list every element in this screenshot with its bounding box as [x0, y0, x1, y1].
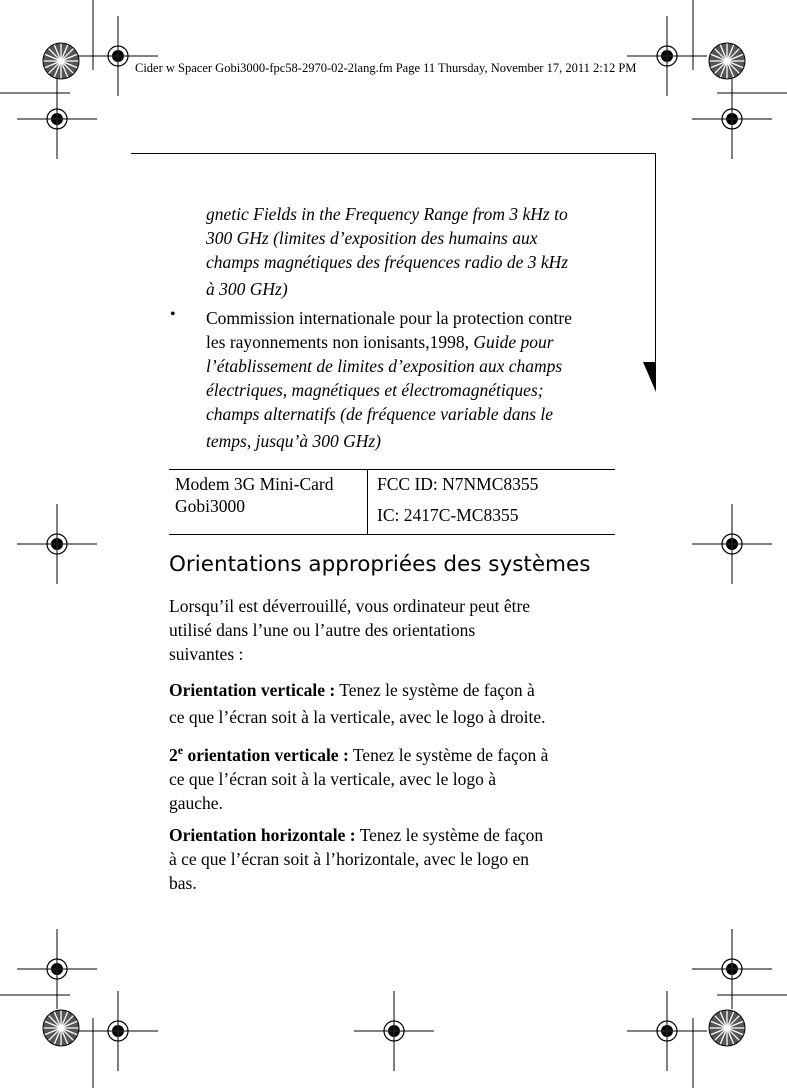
bullet-continuation-line: gnetic Fields in the Frequency Range from 3 kHz to — [206, 204, 568, 224]
orientation-line — [169, 823, 543, 847]
orientation-label-number: 2 — [169, 744, 178, 765]
orientation-item — [169, 738, 548, 815]
bullet-continuation-line: champs magnétiques des fréquences radio de 3 kHz — [206, 252, 569, 272]
bullet-symbol: • — [170, 306, 176, 323]
orientation-label-superscript: e — [177, 743, 184, 757]
table-bottom-rule — [169, 534, 615, 535]
section-heading: Orientations appropriées des systèmes — [169, 552, 591, 577]
orientation-text: Tenez le système de façon à — [335, 680, 535, 700]
orientation-line: ce que l’écran soit à la verticale, avec le logo à droite. — [169, 707, 546, 727]
orientation-line: à ce que l’écran soit à l’horizontale, avec le logo en — [169, 849, 530, 869]
orientation-text: Tenez le système de façon — [355, 825, 544, 845]
page-header-slug: Cider w Spacer Gobi3000-fpc58-2970-02-2lang.fm Page 11 Thursday, November 17, 2011 2:12 PM — [135, 61, 637, 75]
intro-line: utilisé dans l’une ou l’autre des orientations — [169, 620, 476, 640]
orientation-line: ce que l’écran soit à la verticale, avec le logo à — [169, 768, 496, 789]
orientation-line: bas. — [169, 873, 197, 893]
page-frame-top-rule — [131, 153, 655, 154]
orientation-text: Tenez le système de façon à — [348, 744, 549, 765]
orientation-line — [169, 738, 548, 767]
orientation-label: orientation verticale : — [183, 744, 349, 765]
table-cell-device — [175, 473, 333, 517]
section-intro — [169, 594, 530, 666]
bullet-continuation-line: 300 GHz (limites d’exposition des humains aux — [206, 228, 538, 248]
orientation-label: Orientation verticale : — [169, 680, 336, 700]
table-column-divider — [367, 470, 368, 534]
bullet-item — [206, 306, 626, 453]
table-device-line: Modem 3G Mini-Card — [175, 474, 334, 494]
table-cell-ic: IC: 2417C-MC8355 — [377, 505, 519, 525]
bullet-line-plain: les rayonnements non ionisants,1998, — [206, 332, 474, 352]
orientation-item — [169, 823, 543, 895]
intro-line: suivantes : — [169, 644, 244, 664]
orientation-line: gauche. — [169, 792, 223, 813]
bullet-continuation — [206, 202, 626, 301]
bullet-line — [206, 330, 626, 354]
page-frame-right-rule — [655, 153, 656, 363]
bullet-continuation-line: à 300 GHz) — [206, 279, 288, 299]
bullet-line: électriques, magnétiques et électromagnétiques; — [206, 380, 544, 400]
table-cell-fcc-id: FCC ID: N7NMC8355 — [377, 474, 539, 494]
bullet-line: l’établissement de limites d’exposition aux champs — [206, 356, 563, 376]
bullet-line-italic: Guide pour — [473, 332, 554, 352]
intro-line: Lorsqu’il est déverrouillé, vous ordinateur peut être — [169, 596, 531, 616]
bullet-line: Commission internationale pour la protection contre — [206, 308, 572, 328]
bullet-line: champs alternatifs (de fréquence variable dans le — [206, 404, 554, 424]
table-top-rule — [169, 469, 615, 470]
orientation-label: Orientation horizontale : — [169, 825, 356, 845]
bullet-line: temps, jusqu’à 300 GHz) — [206, 431, 381, 451]
table-device-line: Gobi3000 — [175, 496, 245, 516]
orientation-item — [169, 678, 546, 729]
orientation-line — [169, 678, 546, 702]
